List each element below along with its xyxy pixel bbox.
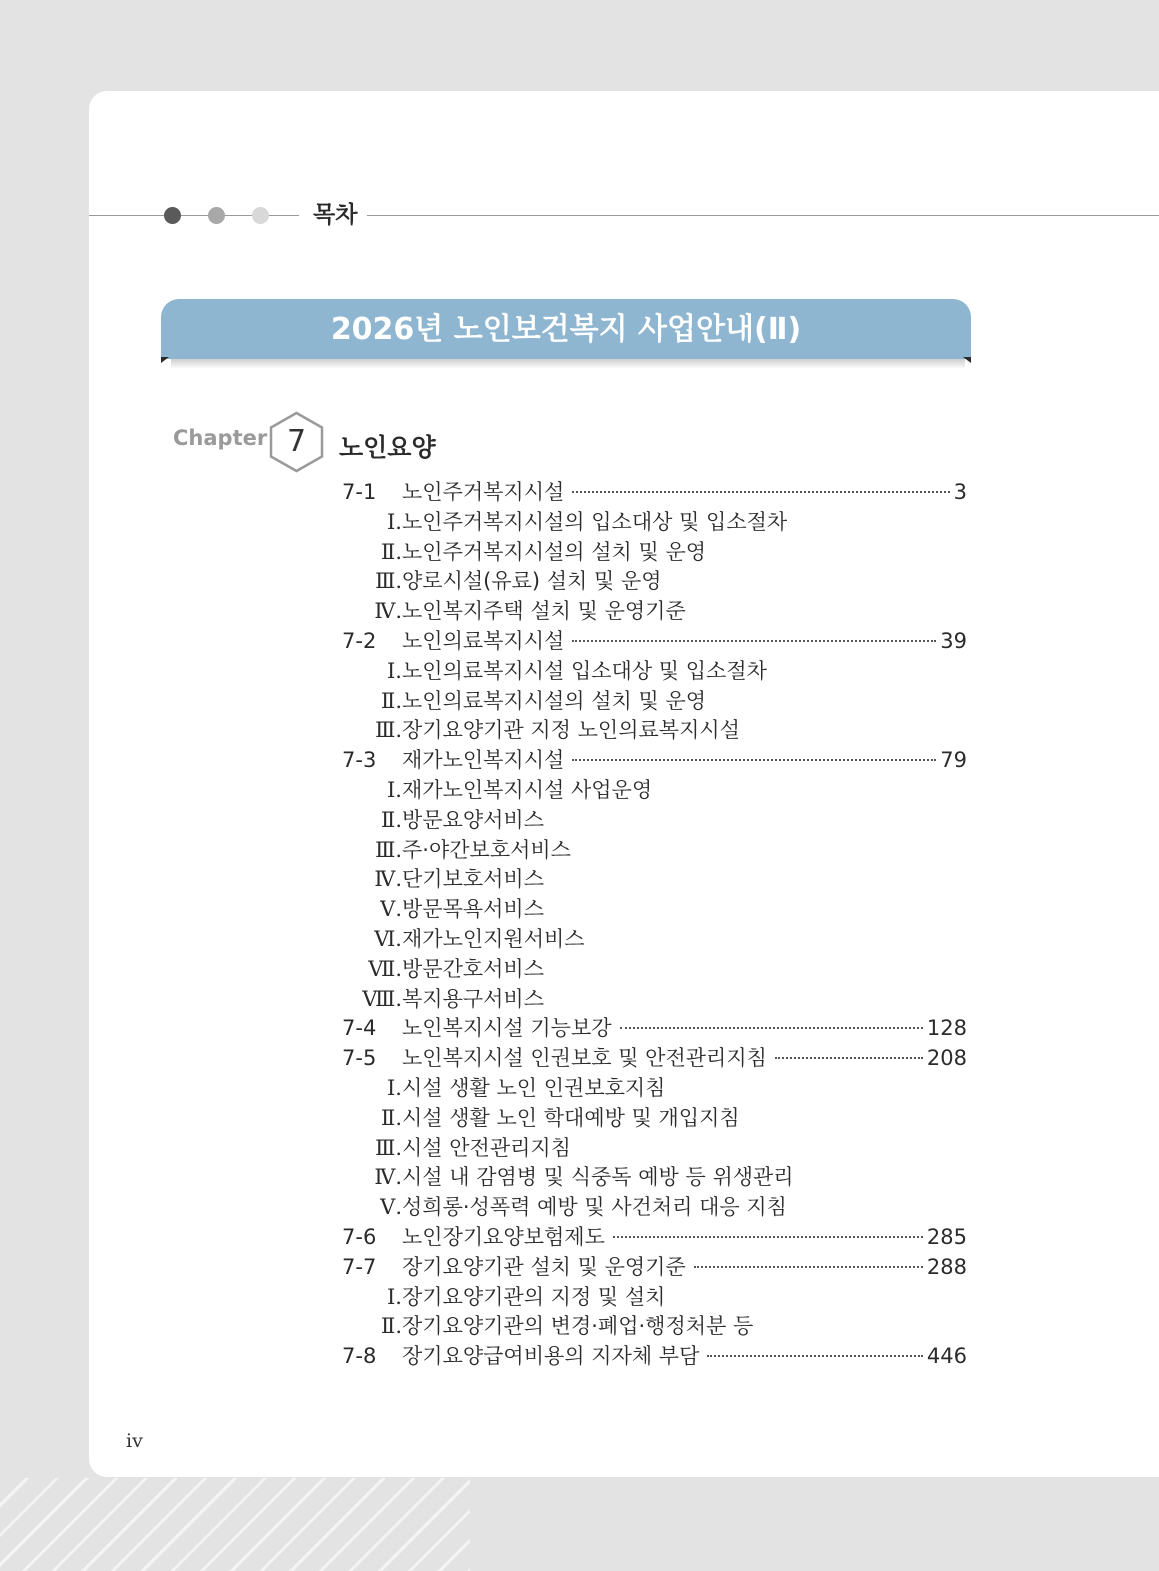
entry-number: 7-3 bbox=[342, 748, 377, 773]
toc-section-entry[interactable] bbox=[342, 746, 967, 776]
entry-title: 시설 내 감염병 및 식중독 예방 등 위생관리 bbox=[402, 1165, 794, 1190]
toc-subsection-entry[interactable] bbox=[342, 1163, 967, 1193]
toc-section-entry[interactable] bbox=[342, 1014, 967, 1044]
dot-leader bbox=[620, 1027, 923, 1029]
entry-title: 양로시설(유료) 설치 및 운영 bbox=[402, 569, 662, 594]
dot-leader bbox=[613, 1236, 923, 1238]
toc-section-entry[interactable] bbox=[342, 627, 967, 657]
toc-subsection-entry[interactable] bbox=[342, 985, 967, 1015]
toc-subsection-entry[interactable] bbox=[342, 1104, 967, 1134]
entry-title: 노인장기요양보험제도 bbox=[402, 1224, 605, 1249]
entry-title: 노인주거복지시설의 설치 및 운영 bbox=[402, 539, 707, 564]
entry-title: 노인복지시설 인권보호 및 안전관리지침 bbox=[402, 1046, 767, 1071]
chapter-label: Chapter bbox=[173, 426, 268, 450]
entry-number: Ⅲ. bbox=[375, 569, 402, 594]
entry-number: Ⅰ. bbox=[387, 509, 402, 534]
entry-number: Ⅲ. bbox=[375, 837, 402, 862]
toc-subsection-entry[interactable] bbox=[342, 687, 967, 717]
toc-subsection-entry[interactable] bbox=[342, 925, 967, 955]
entry-number: Ⅷ. bbox=[362, 986, 402, 1011]
entry-number: Ⅰ. bbox=[387, 777, 402, 802]
toc-title: 목차 bbox=[311, 200, 363, 230]
toc-subsection-entry[interactable] bbox=[342, 836, 967, 866]
entry-number: Ⅵ. bbox=[374, 926, 402, 951]
entry-title: 장기요양기관 설치 및 운영기준 bbox=[402, 1254, 686, 1279]
entry-number: 7-2 bbox=[342, 628, 377, 653]
entry-title: 복지용구서비스 bbox=[402, 986, 545, 1011]
entry-number: Ⅴ. bbox=[380, 1195, 402, 1220]
entry-number: 7-7 bbox=[342, 1254, 377, 1279]
entry-page-number: 285 bbox=[926, 1224, 967, 1249]
entry-number: 7-4 bbox=[342, 1016, 377, 1041]
toc-section-entry[interactable] bbox=[342, 478, 967, 508]
banner-fold-right bbox=[963, 357, 971, 363]
entry-number: Ⅰ. bbox=[387, 658, 402, 683]
entry-title: 장기요양기관의 변경·폐업·행정처분 등 bbox=[402, 1314, 754, 1339]
book-title-banner bbox=[161, 299, 971, 371]
entry-title: 방문요양서비스 bbox=[402, 807, 545, 832]
entry-page-number: 128 bbox=[926, 1016, 967, 1041]
toc-subsection-entry[interactable] bbox=[342, 776, 967, 806]
entry-number: 7-5 bbox=[342, 1046, 377, 1071]
chapter-number: 7 bbox=[286, 424, 307, 459]
entry-title: 노인의료복지시설 입소대상 및 입소절차 bbox=[402, 658, 767, 683]
toc-subsection-entry[interactable] bbox=[342, 657, 967, 687]
entry-number: Ⅰ. bbox=[387, 1075, 402, 1100]
entry-title: 재가노인복지시설 사업운영 bbox=[402, 777, 653, 802]
banner-fold-left bbox=[161, 357, 169, 363]
toc-subsection-entry[interactable] bbox=[342, 806, 967, 836]
entry-number: Ⅱ. bbox=[381, 539, 402, 564]
toc-section-entry[interactable] bbox=[342, 1223, 967, 1253]
entry-title: 시설 안전관리지침 bbox=[402, 1135, 571, 1160]
entry-number: Ⅲ. bbox=[375, 1135, 402, 1160]
entry-title: 장기요양기관의 지정 및 설치 bbox=[402, 1284, 666, 1309]
entry-number: Ⅲ. bbox=[375, 718, 402, 743]
toc-subsection-entry[interactable] bbox=[342, 865, 967, 895]
toc-subsection-entry[interactable] bbox=[342, 1074, 967, 1104]
toc-subsection-entry[interactable] bbox=[342, 1283, 967, 1313]
chapter-number-badge bbox=[268, 411, 325, 473]
entry-number: Ⅴ. bbox=[380, 897, 402, 922]
entry-title: 단기보호서비스 bbox=[402, 867, 545, 892]
entry-title: 재가노인복지시설 bbox=[402, 748, 565, 773]
entry-title: 시설 생활 노인 인권보호지침 bbox=[402, 1075, 666, 1100]
entry-title: 장기요양기관 지정 노인의료복지시설 bbox=[402, 718, 740, 743]
entry-title: 주·야간보호서비스 bbox=[402, 837, 571, 862]
dot-leader bbox=[572, 759, 936, 761]
decorative-stripes bbox=[0, 1478, 470, 1571]
toc-list bbox=[342, 478, 967, 1372]
entry-title: 노인의료복지시설 bbox=[402, 628, 565, 653]
dot-leader bbox=[572, 491, 949, 493]
dot-leader bbox=[707, 1355, 923, 1357]
dot-leader bbox=[775, 1057, 923, 1059]
entry-title: 노인복지주택 설치 및 운영기준 bbox=[402, 599, 686, 624]
entry-number: Ⅳ. bbox=[374, 599, 402, 624]
entry-page-number: 39 bbox=[940, 628, 967, 653]
chapter-title: 노인요양 bbox=[339, 433, 436, 462]
header-rule-right bbox=[367, 215, 1159, 216]
entry-page-number: 288 bbox=[926, 1254, 967, 1279]
banner-title: 2026년 노인보건복지 사업안내(Ⅱ) bbox=[161, 299, 971, 359]
header-dot-dark bbox=[164, 207, 181, 224]
entry-title: 노인주거복지시설 bbox=[402, 480, 565, 504]
entry-title: 노인의료복지시설의 설치 및 운영 bbox=[402, 688, 707, 713]
entry-page-number: 79 bbox=[940, 748, 967, 773]
entry-number: Ⅶ. bbox=[368, 956, 402, 981]
entry-number: 7-8 bbox=[342, 1344, 377, 1369]
header-dot-medium bbox=[208, 207, 225, 224]
entry-title: 장기요양급여비용의 지자체 부담 bbox=[402, 1344, 700, 1369]
toc-subsection-entry[interactable] bbox=[342, 508, 967, 538]
entry-number: Ⅳ. bbox=[374, 867, 402, 892]
entry-page-number: 3 bbox=[953, 480, 967, 504]
toc-subsection-entry[interactable] bbox=[342, 1193, 967, 1223]
entry-page-number: 446 bbox=[926, 1344, 967, 1369]
toc-subsection-entry[interactable] bbox=[342, 567, 967, 597]
entry-number: Ⅱ. bbox=[381, 1105, 402, 1130]
entry-number: 7-1 bbox=[342, 480, 377, 504]
entry-number: Ⅱ. bbox=[381, 688, 402, 713]
entry-number: Ⅳ. bbox=[374, 1165, 402, 1190]
entry-title: 시설 생활 노인 학대예방 및 개입지침 bbox=[402, 1105, 740, 1130]
toc-section-entry[interactable] bbox=[342, 1044, 967, 1074]
entry-title: 방문목욕서비스 bbox=[402, 897, 545, 922]
toc-header bbox=[89, 196, 1159, 236]
toc-subsection-entry[interactable] bbox=[342, 895, 967, 925]
entry-title: 방문간호서비스 bbox=[402, 956, 545, 981]
page-number: iv bbox=[126, 1430, 143, 1452]
entry-number: Ⅰ. bbox=[387, 1284, 402, 1309]
entry-title: 노인주거복지시설의 입소대상 및 입소절차 bbox=[402, 509, 788, 534]
toc-subsection-entry[interactable] bbox=[342, 955, 967, 985]
entry-number: Ⅱ. bbox=[381, 807, 402, 832]
toc-section-entry[interactable] bbox=[342, 1342, 967, 1372]
entry-title: 노인복지시설 기능보강 bbox=[402, 1016, 612, 1041]
entry-title: 성희롱·성폭력 예방 및 사건처리 대응 지침 bbox=[402, 1195, 787, 1220]
toc-subsection-entry[interactable] bbox=[342, 538, 967, 568]
entry-page-number: 208 bbox=[926, 1046, 967, 1071]
toc-subsection-entry[interactable] bbox=[342, 1134, 967, 1164]
dot-leader bbox=[694, 1266, 923, 1268]
entry-number: Ⅱ. bbox=[381, 1314, 402, 1339]
toc-subsection-entry[interactable] bbox=[342, 597, 967, 627]
entry-title: 재가노인지원서비스 bbox=[402, 926, 585, 951]
toc-subsection-entry[interactable] bbox=[342, 716, 967, 746]
dot-leader bbox=[572, 640, 936, 642]
toc-section-entry[interactable] bbox=[342, 1253, 967, 1283]
toc-subsection-entry[interactable] bbox=[342, 1312, 967, 1342]
entry-number: 7-6 bbox=[342, 1224, 377, 1249]
header-dot-light bbox=[252, 207, 269, 224]
